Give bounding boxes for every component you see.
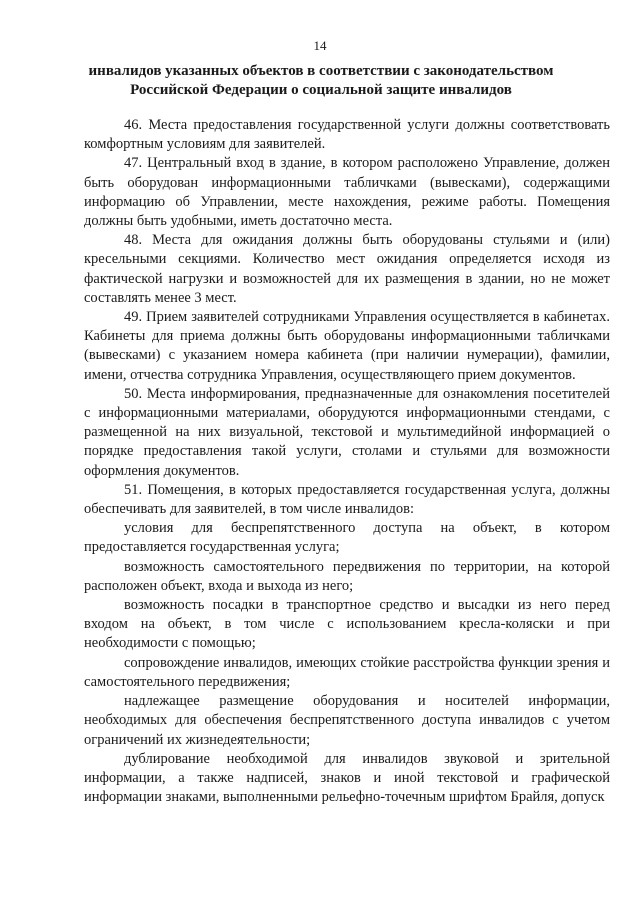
list-item-access-conditions: условия для беспрепятственного доступа на объект, в котором предоставляется государственная услуга; [84,520,610,556]
paragraph-50: 50. Места информирования, предназначенные для ознакомления посетителей с информационными материалами, оборудуются информационными стендами, с размещенной на них визуальной, текстовой и мультимедийной информацией о порядке предоставления такой услуги, столами и стульями для возможности оформления документов. [84,385,610,479]
heading-line-1: инвалидов указанных объектов в соответствии с законодательством [88,63,554,79]
page-number: 14 [313,38,327,53]
list-item-transport: возможность посадки в транспортное средство и высадки из него перед входом на объект, в том числе с использованием кресла-коляски и при необходимости с помощью; [84,597,610,652]
paragraph-51: 51. Помещения, в которых предоставляется государственная услуга, должны обеспечивать для заявителей, в том числе инвалидов: [84,481,610,518]
paragraph-46: 46. Места предоставления государственной услуги должны соответствовать комфортным условиям для заявителей. [84,117,610,153]
heading-line-2: Российской Федерации о социальной защите инвалидов [130,82,512,98]
paragraph-49: 49. Прием заявителей сотрудниками Управления осуществляется в кабинетах. Кабинеты для приема должны быть оборудованы информационными табличками (вывесками) с указанием номера кабинета (при наличии нумерации), фамилии, имени, отчества сотрудника Управления, осуществляющего прием документов. [84,309,610,383]
paragraph-47: 47. Центральный вход в здание, в котором расположено Управление, должен быть оборудован информационными табличками (вывесками), содержащими информацию об Управлении, месте нахождения, режиме работы. Помещения должны быть удобными, иметь достаточно места. [84,155,610,230]
list-item-escort: сопровождение инвалидов, имеющих стойкие расстройства функции зрения и самостоятельного передвижения; [84,654,610,690]
document-body [84,116,610,807]
list-item-equipment: надлежащее размещение оборудования и носителей информации, необходимых для обеспечения беспрепятственного доступа инвалидов с учетом ограничений их жизнедеятельности; [84,693,610,748]
list-item-duplication: дублирование необходимой для инвалидов звуковой и зрительной информации, а также надписей, знаков и иной текстовой и графической информации знаками, выполненными рельефно-точечным шрифтом Брайля, допуск [84,750,610,806]
paragraph-48: 48. Места для ожидания должны быть оборудованы стульями и (или) кресельными секциями. Количество мест ожидания определяется исходя из фактической нагрузки и возможностей для их размещения в здании, но не может составлять менее 3 мест. [84,232,610,306]
section-heading [78,62,564,100]
list-item-movement: возможность самостоятельного передвижения по территории, на которой расположен объект, входа и выхода из него; [84,558,610,594]
